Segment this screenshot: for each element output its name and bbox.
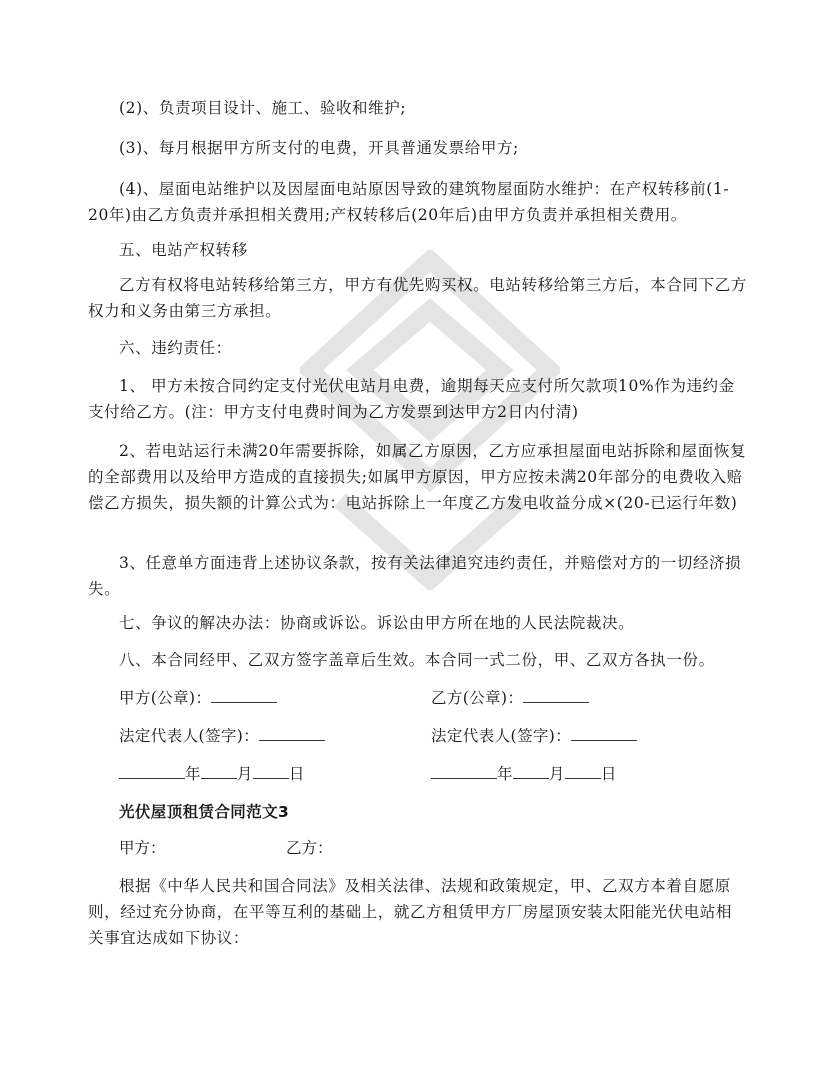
section-6-item-1: 1、 甲方未按合同约定支付光伏电站月电费，逾期每天应支付所欠款项10%作为违约金支付给乙方。(注：甲方支付电费时间为乙方发票到达甲方2日内付清)	[88, 377, 735, 421]
month-blank	[201, 760, 237, 779]
sample-3-intro: 根据《中华人民共和国合同法》及相关法律、法规和政策规定，甲、乙双方本着自愿原则，经过充分协商，在平等互利的基础上，就乙方租赁甲方厂房屋顶安装太阳能光伏电站相关事宜达成如下协议：	[88, 877, 733, 947]
section-7: 七、争议的解决办法：协商或诉讼。诉讼由甲方所在地的人民法院裁决。	[119, 614, 635, 632]
party-a-seal-label: 甲方(公章)：	[119, 689, 212, 707]
month-label: 月	[236, 765, 253, 783]
party-b-seal-label: 乙方(公章)：	[431, 689, 524, 707]
paragraph-item-3: (3)、每月根据甲方所支付的电费，开具普通发票给甲方;	[119, 139, 519, 157]
party-b-rep	[431, 722, 637, 749]
party-b-rep-blank	[571, 722, 637, 741]
party-b-rep-label: 法定代表人(签字)：	[431, 727, 572, 745]
party-a-date	[119, 760, 305, 787]
party-a-seal-blank	[211, 684, 277, 703]
day-blank	[565, 760, 601, 779]
month-label: 月	[548, 765, 565, 783]
year-label: 年	[185, 765, 201, 783]
section-8: 八、本合同经甲、乙双方签字盖章后生效。本合同一式二份，甲、乙双方各执一份。	[119, 651, 715, 669]
party-a-seal	[119, 684, 277, 711]
section-5-title: 五、电站产权转移	[119, 241, 248, 259]
day-label: 日	[288, 765, 305, 783]
day-label: 日	[600, 765, 617, 783]
section-6-item-2: 2、若电站运行未满20年需要拆除，如属乙方原因，乙方应承担屋面电站拆除和屋面恢复的全部费用以及给甲方造成的直接损失;如属甲方原因，甲方应按未满20年部分的电费收入赔偿乙方损失，损失额的计算公式为：电站拆除上一年度乙方发电收益分成×(20-已运行年数)	[88, 442, 747, 512]
section-6-item-3: 3、任意单方面违背上述协议条款，按有关法律追究违约责任，并赔偿对方的一切经济损失。	[88, 554, 742, 598]
year-label: 年	[497, 765, 513, 783]
year-blank	[119, 760, 185, 779]
sample-3-title: 光伏屋顶租赁合同范文3	[119, 803, 290, 821]
party-a-rep	[119, 722, 325, 749]
paragraph-item-2: (2)、负责项目设计、施工、验收和维护;	[119, 99, 407, 117]
party-a-rep-label: 法定代表人(签字)：	[119, 727, 260, 745]
section-6-title: 六、违约责任：	[119, 339, 232, 357]
sample-3-party-a: 甲方：	[119, 839, 166, 857]
paragraph-item-4: (4)、屋面电站维护以及因屋面电站原因导致的建筑物屋面防水维护：在产权转移前(1-20年)由乙方负责并承担相关费用;产权转移后(20年后)由甲方负责并承担相关费用。	[88, 180, 730, 224]
year-blank	[431, 760, 497, 779]
party-a-rep-blank	[259, 722, 325, 741]
section-5-body: 乙方有权将电站转移给第三方，甲方有优先购买权。电站转移给第三方后，本合同下乙方权力和义务由第三方承担。	[88, 276, 747, 320]
day-blank	[253, 760, 289, 779]
party-b-seal	[431, 684, 589, 711]
party-b-date	[431, 760, 617, 787]
sample-3-party-b: 乙方：	[286, 839, 333, 857]
month-blank	[513, 760, 549, 779]
party-b-seal-blank	[523, 684, 589, 703]
